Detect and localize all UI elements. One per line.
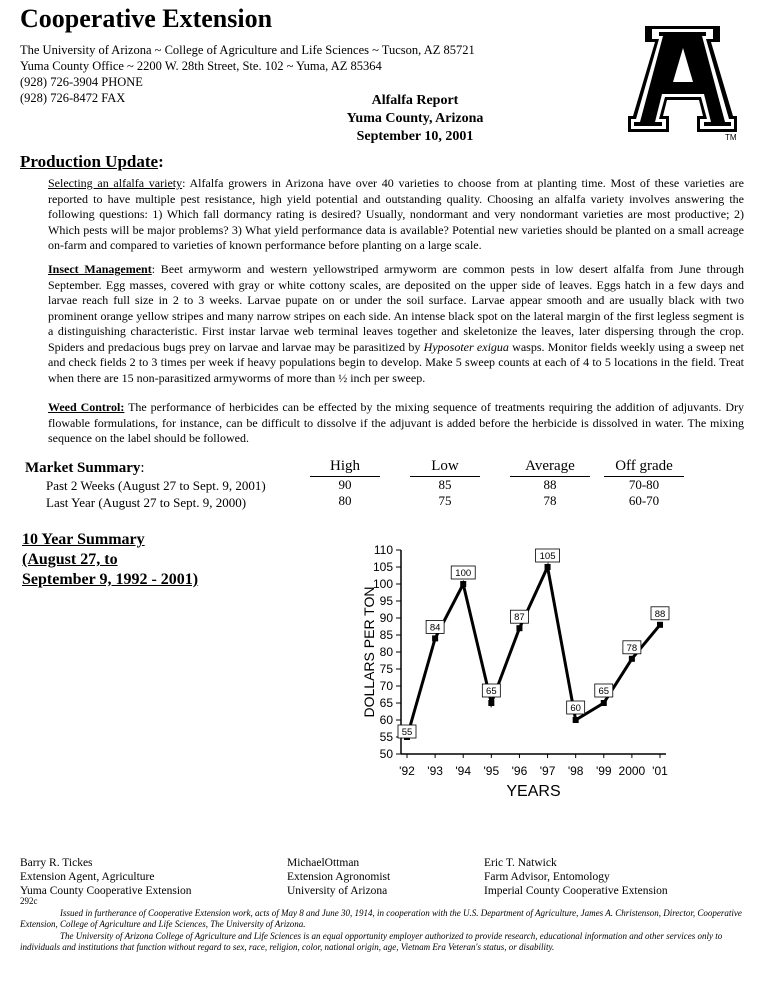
data-point [460,581,466,587]
data-label: 105 [539,551,556,562]
data-label: 65 [598,686,610,697]
x-tick-label: '95 [483,764,500,778]
ten-year-summary-title: 10 Year Summary (August 27, to September 9, 1992 - 2001) [22,531,199,588]
y-tick-label: 65 [379,696,393,710]
y-tick-label: 70 [379,679,393,693]
market-row-label: Past 2 Weeks (August 27 to Sept. 9, 2001) [46,478,266,493]
fine-print-legal: Issued in furtherance of Cooperative Extension work, acts of May 8 and June 30, 1914, in cooperation with the U.S. Department of Agriculture, James A. Christenson, Director, Cooperative Extension, College of Agriculture and Life Sciences, The University of Arizona. [20,908,742,929]
data-label: 65 [486,686,497,697]
page-title: Cooperative Extension [20,4,273,33]
x-tick-label: '97 [539,764,556,778]
trademark-label: TM [725,133,737,142]
address-line: The University of Arizona ~ College of Agriculture and Life Sciences ~ Tucson, AZ 85721 [20,43,475,57]
weed-label: Weed Control: [48,400,125,414]
report-location: Yuma County, Arizona [346,111,484,126]
address-line: Yuma County Office ~ 2200 W. 28th Street, Ste. 102 ~ Yuma, AZ 85364 [20,59,382,73]
insect-paragraph [48,262,744,386]
publication-code: 292c [20,896,38,906]
weed-text: The performance of herbicides can be effected by the mixing sequence of treatments requiring the addition of adjuvants. Dry flowable formulations, for instance, can be difficult to dissolve if the adjuvant is added before the herbicide is dissolved in water. The mixing sequence on the label should be followed. [48,400,744,445]
y-tick-label: 60 [379,713,393,727]
x-axis-title: YEARS [506,783,561,800]
market-col-high: High 90 80 [310,458,380,509]
section-heading-production: Production Update: [20,152,164,171]
y-tick-label: 95 [379,594,393,608]
university-a-logo [625,20,740,140]
y-tick-label: 50 [379,747,393,761]
x-tick-label: '98 [567,764,584,778]
x-tick-label: '96 [511,764,528,778]
data-point [657,622,663,628]
data-label: 78 [626,642,638,654]
x-tick-label: '94 [455,764,472,778]
market-summary-title: Market Summary: [25,460,145,476]
variety-text: : Alfalfa growers in Arizona have over 40 varieties to choose from at planting time. Most of these varieties are reported to have multiple pest resistance, high yield potential and outstanding quality. Choosing an alfalfa variety involves answering the following questions: 1) Which fall dormancy rating is desired? Usually, nondormant and very nondormant varieties are most productive; 2) Which pests will be major problems? 3) What yield performance data is available? Potential new varieties should be planted on a small acreage on-farm and compared to varieties of known performance before planting on a large scale. [48,176,744,252]
phone-line: (928) 726-3904 PHONE [20,75,143,89]
data-label: 100 [455,568,472,579]
y-tick-label: 75 [379,662,393,676]
insect-species: Hyposoter exigua [423,339,509,354]
x-tick-label: '99 [595,764,612,778]
y-tick-label: 85 [379,628,393,642]
x-tick-label: '01 [652,764,668,778]
fax-line: (928) 726-8472 FAX [20,91,126,105]
x-tick-label: '93 [427,764,443,778]
y-axis-title: DOLLARS PER TON [361,586,377,718]
market-col-low: Low 85 75 [410,458,480,509]
data-label: 60 [570,703,581,714]
author-ottman: MichaelOttman Extension Agronomist University of Arizona [287,857,391,897]
author-tickes: Barry R. Tickes Extension Agent, Agriculture Yuma County Cooperative Extension [20,857,192,897]
data-point [432,635,438,641]
data-point [516,625,522,631]
data-point [629,656,635,662]
insect-label: Insect Management [48,262,152,276]
market-col-average: Average 88 78 [510,458,590,509]
market-row-label: Last Year (August 27 to Sept. 9, 2000) [46,495,247,510]
weed-paragraph [48,400,744,447]
fine-print-equal-opportunity: The University of Arizona College of Agriculture and Life Sciences is an equal opportunity employer authorized to provide research, educational information and other services only to individuals and institutions that function without regard to sex, race, religion, color, national origin, age, Vietnam Era Veteran's status, or disability. [20,931,723,952]
x-tick-label: 2000 [618,764,646,778]
data-point [601,700,607,706]
report-title-block [300,92,530,146]
x-tick-label: '92 [399,764,415,778]
data-label: 55 [401,727,413,738]
data-label: 88 [654,608,666,620]
series-line [407,567,660,737]
report-name: Alfalfa Report [371,93,459,108]
author-natwick: Eric T. Natwick Farm Advisor, Entomology Imperial County Cooperative Extension [484,857,668,897]
data-point [488,700,494,706]
market-col-offgrade: Off grade 70-80 60-70 [604,458,684,509]
report-date: September 10, 2001 [356,129,474,144]
y-tick-label: 105 [372,560,393,574]
insect-text-1: : Beet armyworm and western yellowstriped armyworm are common pests in low desert alfalfa from June through September. Egg masses, covered with gray or white cottony scales, are deposited on the upper side of leaves. Eggs hatch in a few days and larvae reach full size in 2 to 3 weeks. Larvae pupate on or under the soil surface. Larvae appear smooth and are usually black with two prominent orange yellow stripes and many narrow stripes on each side. An intense black spot on the lateral margin of the first legless segment is a distinguishing characteristic. First instar larvae web terminal leaves together and skeletonize the leaves, later dispersing through the crop. Spiders and predacious bugs prey on larvae and larvae may be parasitized by [48,262,744,354]
data-label: 84 [429,622,441,634]
variety-paragraph [48,176,744,254]
data-point [573,717,579,723]
y-tick-label: 110 [373,543,393,557]
variety-label: Selecting an alfalfa variety [48,176,183,190]
data-label: 87 [514,612,525,624]
data-point [545,564,551,570]
y-tick-label: 80 [379,645,393,659]
y-tick-label: 90 [379,611,393,625]
y-tick-label: 55 [379,730,393,744]
price-line-chart [356,540,676,800]
insect-text-2: wasps. Monitor fields weekly using a sweep net and check fields 2 to 3 times per week if heavy populations begin to develop. Make 5 sweep counts at each of 4 to 5 locations in the field. Treat when there are 15 non-parasitized armyworms of more than ½ inch per sweep. [48,339,744,385]
y-tick-label: 100 [372,577,393,591]
